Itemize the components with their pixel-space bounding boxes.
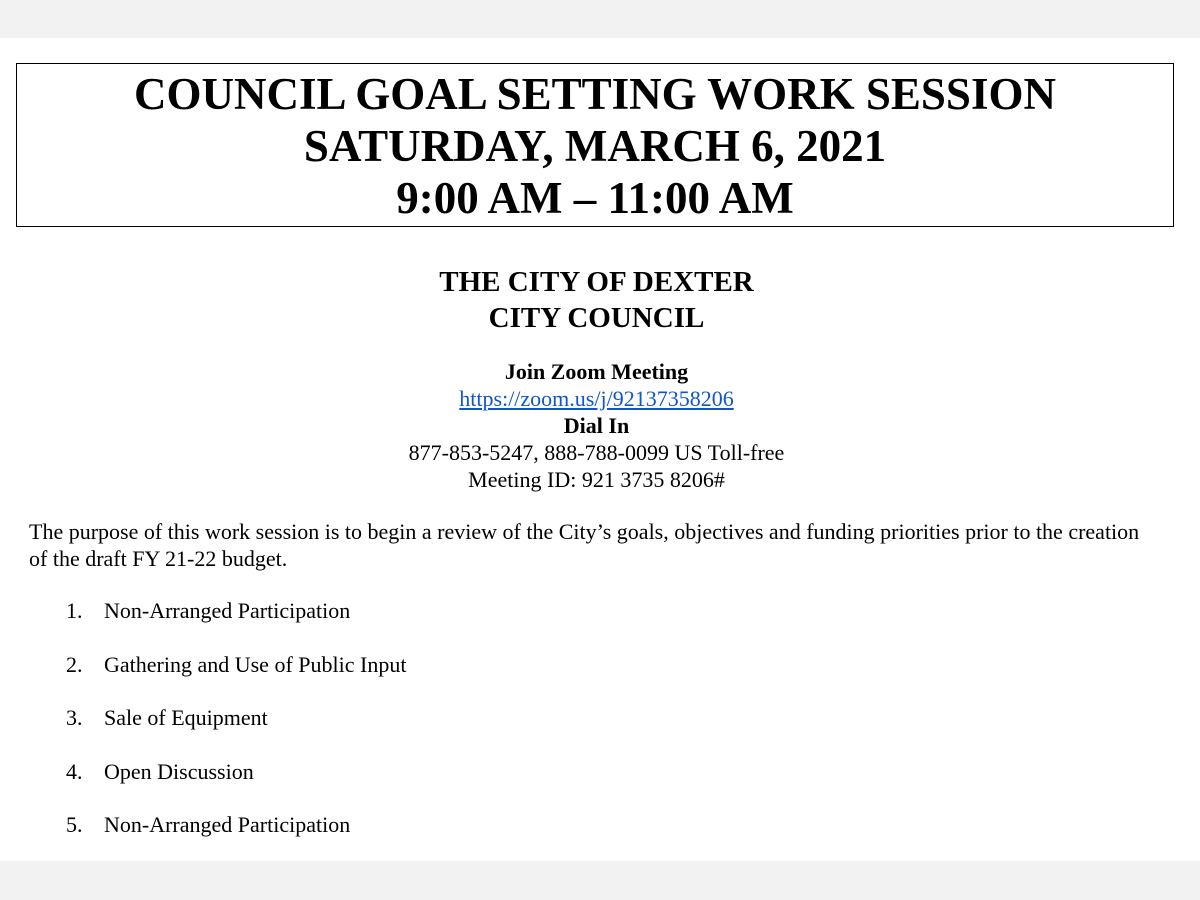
organization-heading — [0, 264, 1193, 336]
council-name: CITY COUNCIL — [488, 302, 705, 334]
meeting-id: Meeting ID: 921 3735 8206# — [468, 467, 725, 492]
zoom-meeting-link[interactable]: https://zoom.us/j/92137358206 — [459, 386, 734, 411]
agenda-item-text: Non-Arranged Participation — [104, 598, 351, 623]
purpose-paragraph: The purpose of this work session is to begin a review of the City’s goals, objectives and funding priorities prior to the creation of the draft FY 21-22 budget. — [29, 519, 1140, 571]
dial-in-label: Dial In — [563, 413, 630, 438]
agenda-item-number: 5. — [66, 812, 83, 837]
agenda-item-text: Sale of Equipment — [104, 705, 268, 730]
agenda-item-text: Gathering and Use of Public Input — [104, 651, 407, 677]
title-box — [16, 63, 1174, 227]
agenda-item-number: 1. — [66, 598, 83, 623]
document-page — [0, 38, 1200, 861]
agenda-item-text: Non-Arranged Participation — [104, 812, 351, 837]
session-title: COUNCIL GOAL SETTING WORK SESSION — [134, 69, 1056, 119]
join-zoom-label: Join Zoom Meeting — [504, 359, 689, 384]
agenda-item-text: Open Discussion — [104, 758, 254, 784]
city-name: THE CITY OF DEXTER — [439, 266, 754, 298]
session-date: SATURDAY, MARCH 6, 2021 — [303, 121, 887, 171]
agenda-item-number: 3. — [66, 705, 83, 730]
agenda-item-number: 4. — [66, 758, 83, 784]
zoom-info — [0, 358, 1193, 493]
dial-in-numbers: 877-853-5247, 888-788-0099 US Toll-free — [408, 440, 785, 465]
session-time: 9:00 AM – 11:00 AM — [396, 173, 794, 223]
agenda-item-number: 2. — [66, 651, 83, 677]
